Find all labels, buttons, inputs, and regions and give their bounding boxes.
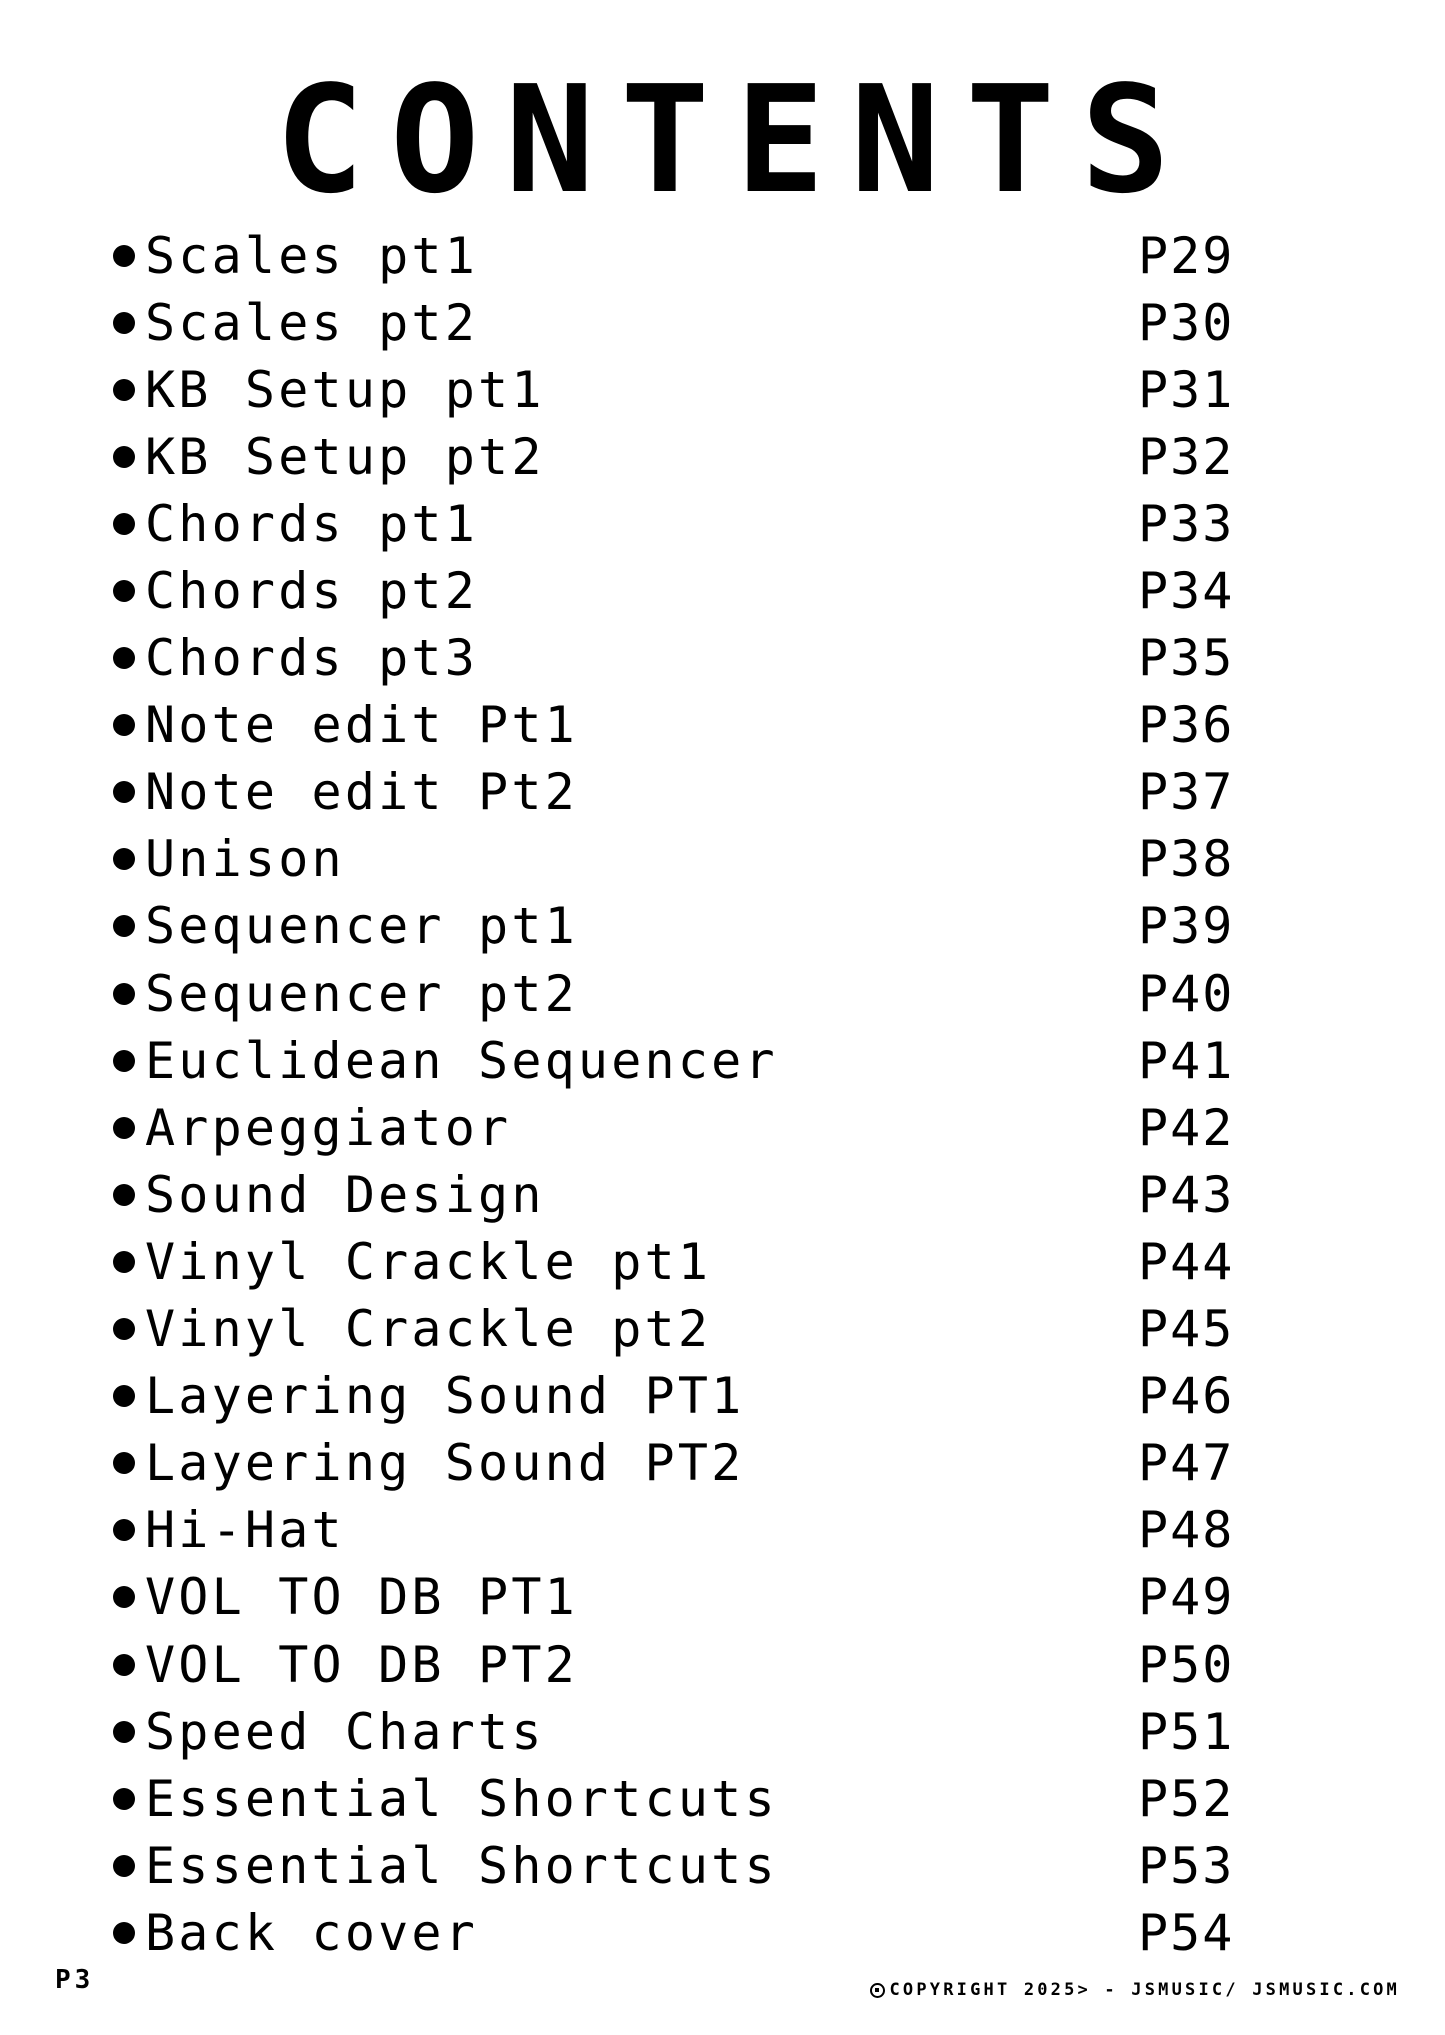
toc-entry-page: P30 xyxy=(1138,293,1235,352)
bullet-icon xyxy=(113,1519,135,1541)
toc-entry-label: KB Setup pt2 xyxy=(145,427,545,486)
toc-entry-page: P42 xyxy=(1138,1098,1235,1157)
toc-entry-page: P41 xyxy=(1138,1031,1235,1090)
toc-entry-page: P47 xyxy=(1138,1434,1235,1493)
toc-entry xyxy=(113,1296,1243,1363)
toc-entry-page: P44 xyxy=(1138,1232,1235,1291)
toc-entry-label: KB Setup pt1 xyxy=(145,360,545,419)
bullet-icon xyxy=(113,848,135,870)
bullet-icon xyxy=(113,1452,135,1474)
toc-entry xyxy=(113,826,1243,893)
toc-entry xyxy=(113,1765,1243,1832)
bullet-icon xyxy=(113,312,135,334)
toc-entry-page: P50 xyxy=(1138,1635,1235,1694)
toc-entry-page: P35 xyxy=(1138,629,1235,688)
toc-entry xyxy=(113,1698,1243,1765)
toc-entry-page: P53 xyxy=(1138,1836,1235,1895)
bullet-icon xyxy=(113,1721,135,1743)
toc-entry-page: P46 xyxy=(1138,1367,1235,1426)
toc-entry xyxy=(113,289,1243,356)
toc-entry-label: Back cover xyxy=(145,1903,479,1962)
toc-entry-label: Speed Charts xyxy=(145,1702,545,1761)
toc-entry-label: Essential Shortcuts xyxy=(145,1836,778,1895)
bullet-icon xyxy=(113,647,135,669)
toc-entry xyxy=(113,557,1243,624)
toc-entry-label: Arpeggiator xyxy=(145,1098,512,1157)
bullet-icon xyxy=(113,513,135,535)
contents-list xyxy=(113,222,1243,1966)
bullet-icon xyxy=(113,1251,135,1273)
copyright-text: COPYRIGHT 2025> - JSMUSIC/ JSMUSIC.COM xyxy=(889,1980,1400,2000)
toc-entry-page: P54 xyxy=(1138,1903,1235,1962)
bullet-icon xyxy=(113,379,135,401)
toc-entry-label: Note edit Pt2 xyxy=(145,763,578,822)
toc-entry-label: Note edit Pt1 xyxy=(145,696,578,755)
toc-entry-label: Vinyl Crackle pt2 xyxy=(145,1300,712,1359)
toc-entry-page: P40 xyxy=(1138,964,1235,1023)
toc-entry xyxy=(113,423,1243,490)
toc-entry-label: Scales pt1 xyxy=(145,226,479,285)
bullet-icon xyxy=(113,1117,135,1139)
toc-entry xyxy=(113,893,1243,960)
toc-entry-label: Sequencer pt1 xyxy=(145,897,578,956)
bullet-icon xyxy=(113,1184,135,1206)
toc-entry-label: Chords pt1 xyxy=(145,494,479,553)
toc-entry-page: P43 xyxy=(1138,1165,1235,1224)
toc-entry xyxy=(113,1027,1243,1094)
toc-entry-label: Essential Shortcuts xyxy=(145,1769,778,1828)
toc-entry xyxy=(113,1631,1243,1698)
page-title: CONTENTS xyxy=(275,54,1196,226)
toc-entry-page: P51 xyxy=(1138,1702,1235,1761)
toc-entry-page: P32 xyxy=(1138,427,1235,486)
toc-entry-page: P48 xyxy=(1138,1501,1235,1560)
toc-entry-page: P37 xyxy=(1138,763,1235,822)
bullet-icon xyxy=(113,1586,135,1608)
toc-entry-label: Unison xyxy=(145,830,345,889)
toc-entry-label: Sound Design xyxy=(145,1165,545,1224)
bullet-icon xyxy=(113,1788,135,1810)
bullet-icon xyxy=(113,983,135,1005)
toc-entry xyxy=(113,759,1243,826)
toc-entry-label: VOL TO DB PT2 xyxy=(145,1635,578,1694)
toc-entry-label: Sequencer pt2 xyxy=(145,964,578,1023)
bullet-icon xyxy=(113,714,135,736)
bullet-icon xyxy=(113,245,135,267)
toc-entry-page: P52 xyxy=(1138,1769,1235,1828)
page-number: P3 xyxy=(55,1965,95,1995)
toc-entry-page: P34 xyxy=(1138,562,1235,621)
toc-entry-page: P39 xyxy=(1138,897,1235,956)
toc-entry-page: P29 xyxy=(1138,226,1235,285)
toc-entry xyxy=(113,1228,1243,1295)
bullet-icon xyxy=(113,915,135,937)
bullet-icon xyxy=(113,1385,135,1407)
toc-entry-page: P45 xyxy=(1138,1300,1235,1359)
toc-entry xyxy=(113,960,1243,1027)
bullet-icon xyxy=(113,1654,135,1676)
bullet-icon xyxy=(113,781,135,803)
toc-entry-label: Vinyl Crackle pt1 xyxy=(145,1232,712,1291)
toc-entry-label: Chords pt3 xyxy=(145,629,479,688)
copyright-icon xyxy=(870,1983,885,1998)
toc-entry xyxy=(113,692,1243,759)
toc-entry-label: Euclidean Sequencer xyxy=(145,1031,778,1090)
toc-entry-page: P38 xyxy=(1138,830,1235,889)
toc-entry xyxy=(113,1161,1243,1228)
toc-entry xyxy=(113,1564,1243,1631)
bullet-icon xyxy=(113,1922,135,1944)
toc-entry-label: Scales pt2 xyxy=(145,293,479,352)
bullet-icon xyxy=(113,1050,135,1072)
toc-entry xyxy=(113,1430,1243,1497)
toc-entry-page: P31 xyxy=(1138,360,1235,419)
toc-entry xyxy=(113,1832,1243,1899)
toc-entry-label: Chords pt2 xyxy=(145,562,479,621)
toc-entry-label: Layering Sound PT2 xyxy=(145,1434,745,1493)
bullet-icon xyxy=(113,1855,135,1877)
toc-entry-label: Layering Sound PT1 xyxy=(145,1367,745,1426)
toc-entry-label: Hi-Hat xyxy=(145,1501,345,1560)
bullet-icon xyxy=(113,1318,135,1340)
toc-entry-page: P36 xyxy=(1138,696,1235,755)
toc-entry-label: VOL TO DB PT1 xyxy=(145,1568,578,1627)
toc-entry xyxy=(113,490,1243,557)
toc-entry-page: P33 xyxy=(1138,494,1235,553)
toc-entry xyxy=(113,356,1243,423)
toc-entry xyxy=(113,1094,1243,1161)
toc-entry-page: P49 xyxy=(1138,1568,1235,1627)
toc-entry xyxy=(113,1497,1243,1564)
copyright-footer xyxy=(870,1980,1400,2000)
bullet-icon xyxy=(113,446,135,468)
toc-entry xyxy=(113,1899,1243,1966)
toc-entry xyxy=(113,222,1243,289)
bullet-icon xyxy=(113,580,135,602)
toc-entry xyxy=(113,625,1243,692)
toc-entry xyxy=(113,1363,1243,1430)
